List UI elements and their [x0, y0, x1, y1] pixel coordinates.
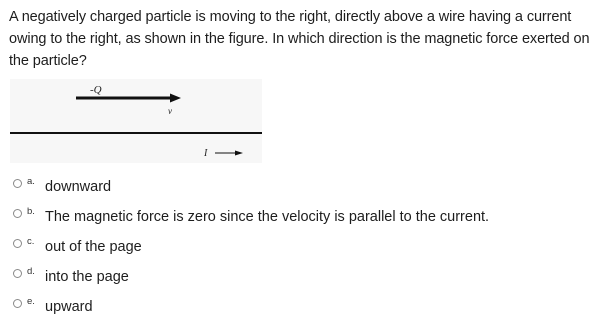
option-letter-b: b.	[27, 206, 35, 217]
velocity-label: v	[168, 106, 172, 116]
option-text-b[interactable]: The magnetic force is zero since the velocity is parallel to the current.	[45, 209, 490, 225]
option-text-a[interactable]: downward	[45, 179, 112, 195]
current-arrowhead	[235, 151, 243, 156]
radio-button-e[interactable]	[13, 299, 22, 308]
radio-button-d[interactable]	[13, 269, 22, 278]
option-c[interactable]	[13, 233, 603, 263]
option-text-c[interactable]: out of the page	[45, 239, 142, 255]
option-text-d[interactable]: into the page	[45, 269, 129, 285]
figure-drawing	[10, 79, 262, 163]
current-label: I	[204, 148, 208, 159]
radio-button-b[interactable]	[13, 209, 22, 218]
option-a[interactable]	[13, 173, 603, 203]
velocity-arrowhead	[170, 94, 181, 103]
option-letter-a: a.	[27, 176, 35, 187]
option-d[interactable]	[13, 263, 603, 293]
option-letter-d: d.	[27, 266, 35, 277]
option-b[interactable]	[13, 203, 603, 233]
answer-options	[13, 173, 603, 323]
option-letter-e: e.	[27, 296, 35, 307]
charge-label: -Q	[90, 84, 102, 96]
option-e[interactable]	[13, 293, 603, 323]
radio-button-a[interactable]	[13, 179, 22, 188]
question-text: A negatively charged particle is moving to the right, directly above a wire having a current owing to the right, as shown in the figure. In which direction is the magnetic force exerted on the particle?	[9, 9, 590, 69]
radio-button-c[interactable]	[13, 239, 22, 248]
option-letter-c: c.	[27, 236, 35, 247]
physics-figure	[10, 79, 262, 163]
option-text-e[interactable]: upward	[45, 299, 93, 315]
